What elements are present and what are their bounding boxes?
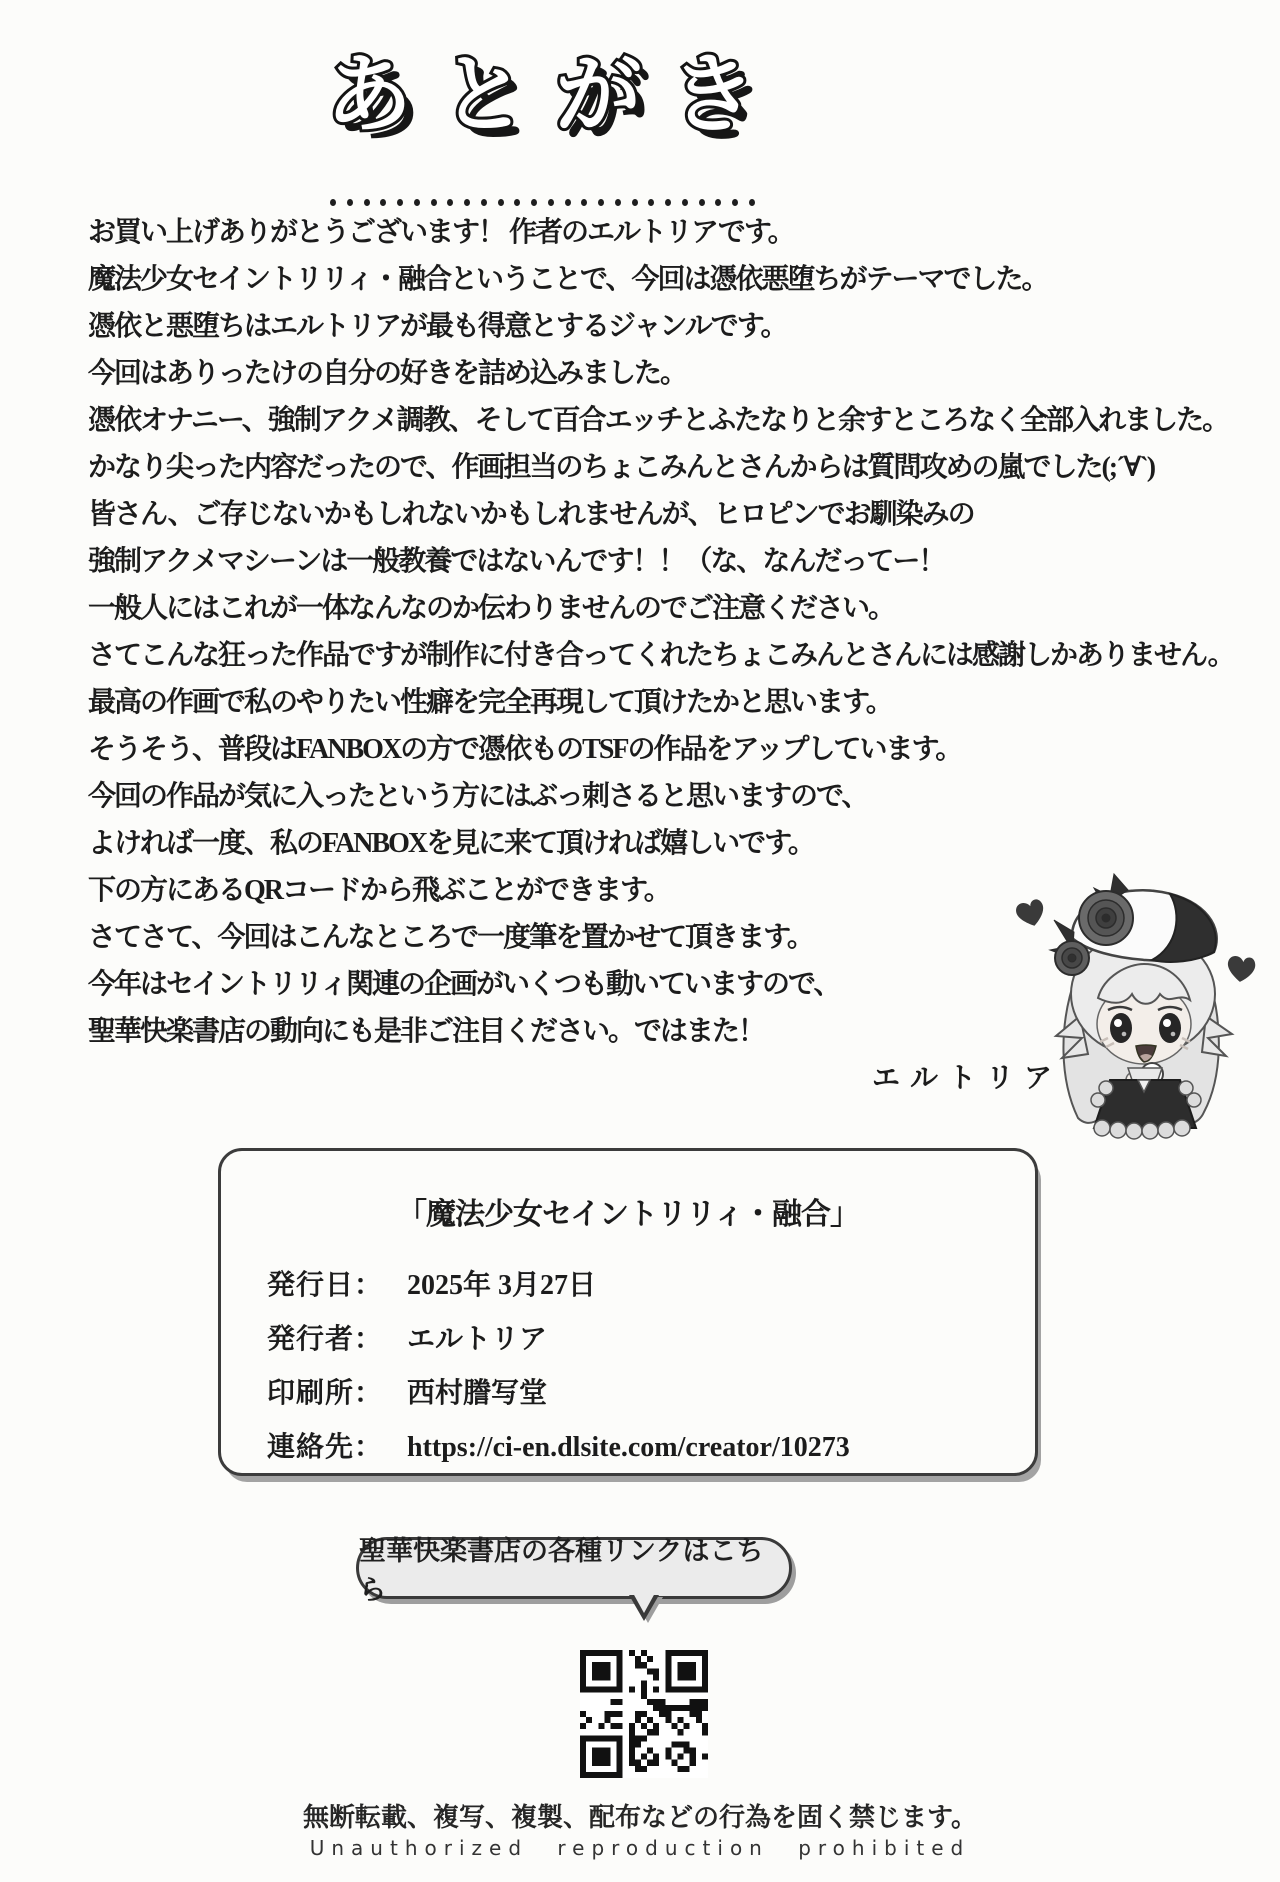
page-title	[326, 45, 756, 145]
colophon-value: 西村謄写堂	[407, 1378, 548, 1409]
body-line: 強制アクメマシーンは一般教養ではないんです！！（な、なんだってー！	[88, 546, 945, 577]
body-line: 最高の作画で私のやりたい性癖を完全再現して頂けたかと思います。	[88, 687, 892, 718]
qr-code	[580, 1650, 708, 1778]
bubble-tail	[633, 1593, 655, 1613]
colophon-rows	[267, 1259, 1035, 1475]
body-line: 憑依と悪堕ちはエルトリアが最も得意とするジャンルです。	[88, 311, 787, 342]
body-line: 一般人にはこれが一体なんなのか伝わりませんのでご注意ください。	[88, 593, 895, 624]
book-title: 「魔法少女セイントリリィ・融合」	[397, 1198, 859, 1231]
links-button-label: 聖華快楽書店の各種リンクはこちら	[359, 1536, 764, 1606]
body-line: お買い上げありがとうございます！ 作者のエルトリアです。	[88, 217, 794, 248]
colophon-row	[267, 1367, 1035, 1421]
body-line: さてこんな狂った作品ですが制作に付き合ってくれたちょこみんとさんには感謝しかありません。	[88, 640, 1234, 671]
title-char: が	[555, 45, 642, 145]
body-line: 今回の作品が気に入ったという方にはぶっ刺さると思いますので、	[88, 781, 868, 812]
colophon-value: エルトリア	[407, 1324, 548, 1355]
colophon-label: 連絡先：	[267, 1432, 384, 1463]
contact-url[interactable]: https://ci-en.dlsite.com/creator/10273	[407, 1432, 850, 1463]
body-line: よければ一度、私のFANBOXを見に来て頂ければ嬉しいです。	[88, 828, 814, 859]
author-signature: エルトリア	[872, 1063, 1063, 1094]
chibi-character-illustration	[1010, 866, 1262, 1140]
body-line: かなり尖った内容だったので、作画担当のちょこみんとさんからは質問攻めの嵐でした(;´∀`)	[88, 452, 1155, 483]
title-char: き	[669, 45, 756, 145]
dotted-divider	[330, 198, 755, 206]
copyright-notice-en: Unauthorized reproduction prohibited	[309, 1836, 971, 1860]
colophon-label: 印刷所：	[267, 1378, 384, 1409]
colophon-row	[267, 1259, 1035, 1313]
body-line: 今年はセイントリリィ関連の企画がいくつも動いていますので、	[88, 969, 840, 1000]
colophon-value: 2025年 3月27日	[407, 1270, 597, 1301]
colophon-label: 発行日：	[267, 1270, 384, 1301]
body-line: 憑依オナニー、強制アクメ調教、そして百合エッチとふたなりと余すところなく全部入れました。	[88, 405, 1229, 436]
colophon-label: 発行者：	[267, 1324, 384, 1355]
body-line: 下の方にあるQRコードから飛ぶことができます。	[88, 875, 670, 906]
colophon-row	[267, 1421, 1035, 1475]
body-line: 魔法少女セイントリリィ・融合ということで、今回は憑依悪堕ちがテーマでした。	[88, 264, 1048, 295]
title-char: と	[440, 45, 527, 145]
copyright-notice-jp: 無断転載、複写、複製、配布などの行為を固く禁じます。	[303, 1803, 977, 1833]
body-line: そうそう、普段はFANBOXの方で憑依ものTSFの作品をアップしています。	[88, 734, 962, 765]
body-line: 皆さん、ご存じないかもしれないかもしれませんが、ヒロピンでお馴染みの	[88, 499, 974, 530]
body-line: さてさて、今回はこんなところで一度筆を置かせて頂きます。	[88, 922, 813, 953]
body-line: 今回はありったけの自分の好きを詰め込みました。	[88, 358, 687, 389]
colophon-box	[218, 1148, 1038, 1476]
links-button[interactable]	[356, 1536, 792, 1606]
colophon-row	[267, 1313, 1035, 1367]
body-line: 聖華快楽書店の動向にも是非ご注目ください。ではまた！	[88, 1016, 765, 1047]
title-char: あ	[326, 45, 412, 145]
